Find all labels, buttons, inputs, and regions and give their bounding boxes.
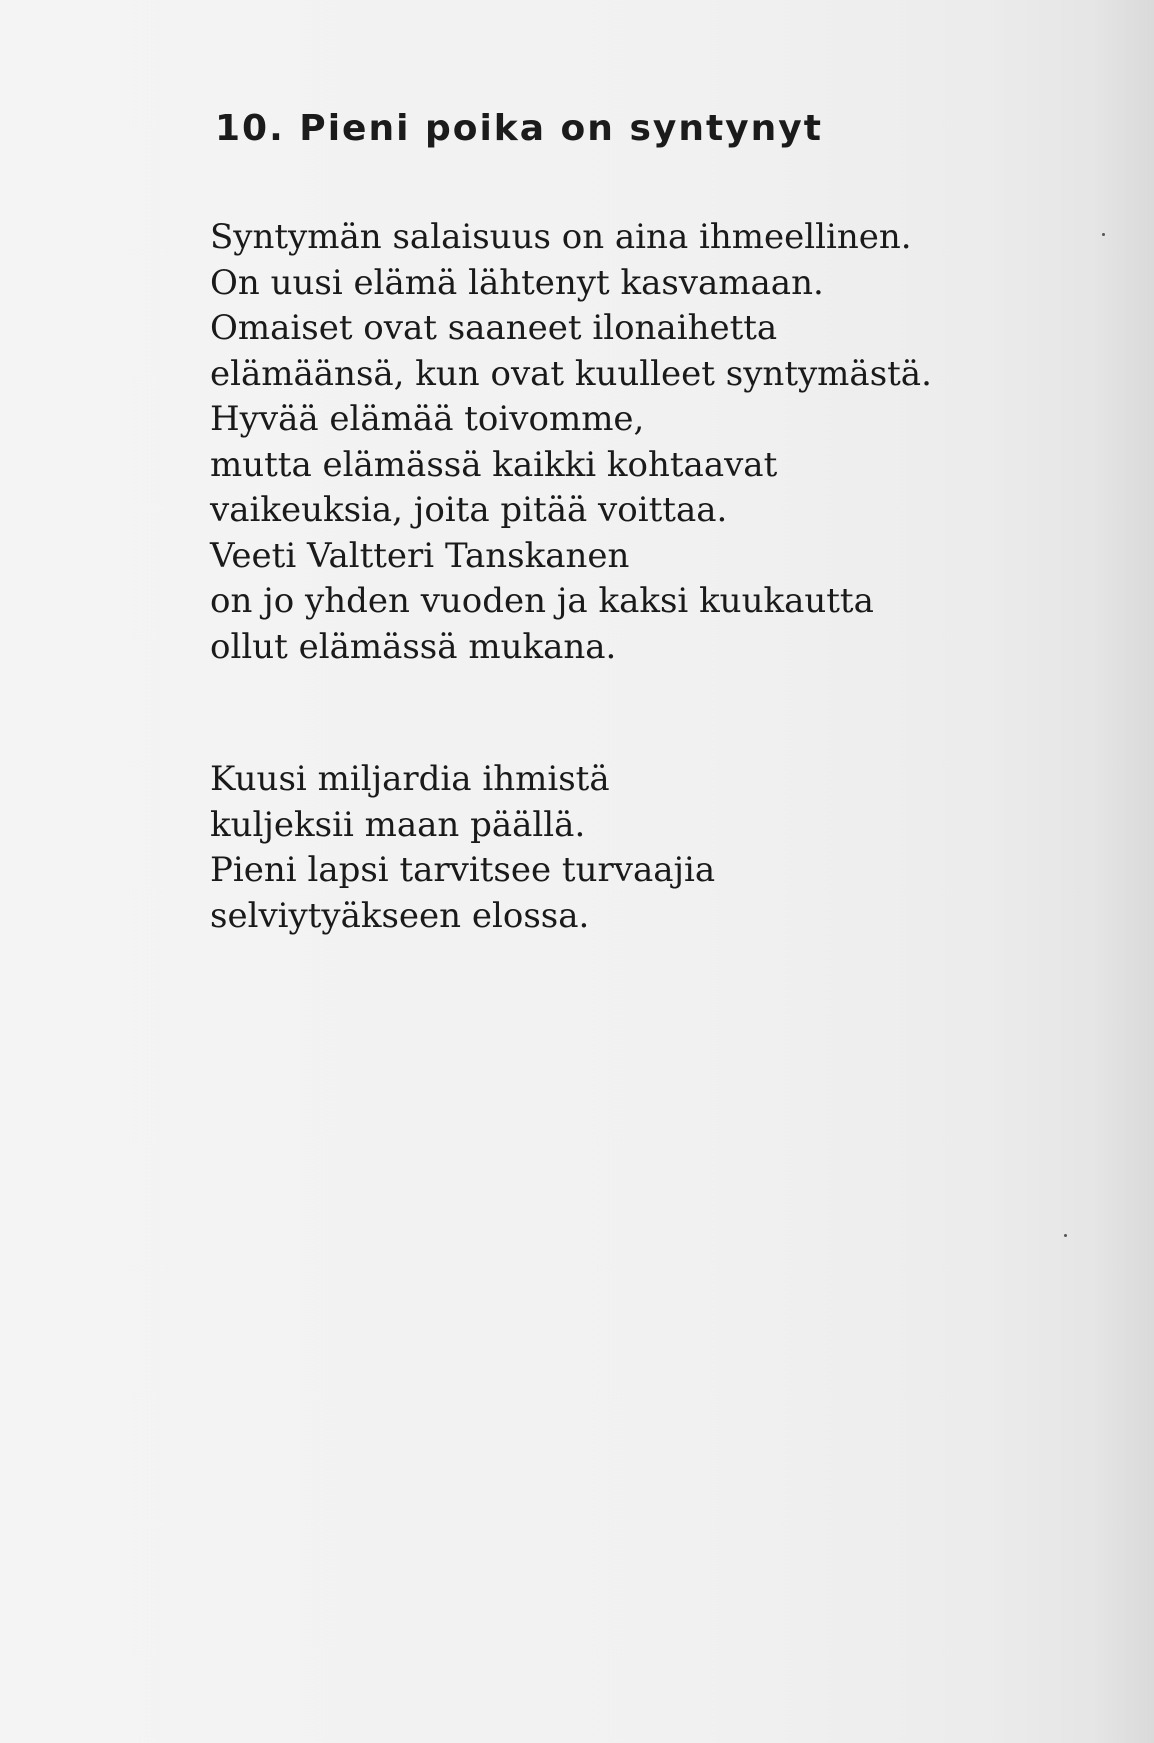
poem-line: on jo yhden vuoden ja kaksi kuukautta <box>210 581 874 621</box>
poem-line: elämäänsä, kun ovat kuulleet syntymästä. <box>210 353 932 394</box>
poem-line: ollut elämässä mukana. <box>210 626 617 667</box>
poem-line: Hyvää elämää toivomme, <box>210 399 645 439</box>
poem-line: Kuusi miljardia ihmistä <box>210 759 610 799</box>
poem-stanza-2 <box>210 757 715 939</box>
poem-line: Omaiset ovat saaneet ilonaihetta <box>210 308 778 348</box>
paper-speck <box>1064 1234 1067 1237</box>
poem-title: 10. Pieni poika on syntynyt <box>215 108 823 149</box>
page-edge-shadow <box>1094 0 1154 1743</box>
poem-line: mutta elämässä kaikki kohtaavat <box>210 444 778 485</box>
poem-line: kuljeksii maan päällä. <box>210 804 586 845</box>
poem-line: selviytyäkseen elossa. <box>210 895 590 936</box>
poem-stanza-1 <box>210 215 932 670</box>
poem-line: Veeti Valtteri Tanskanen <box>210 535 630 576</box>
poem-line: vaikeuksia, joita pitää voittaa. <box>210 490 728 530</box>
poem-line: Pieni lapsi tarvitsee turvaajia <box>210 850 716 890</box>
paper-speck <box>1102 233 1105 236</box>
poem-line: Syntymän salaisuus on aina ihmeellinen. <box>210 217 912 257</box>
poem-line: On uusi elämä lähtenyt kasvamaan. <box>210 262 824 303</box>
